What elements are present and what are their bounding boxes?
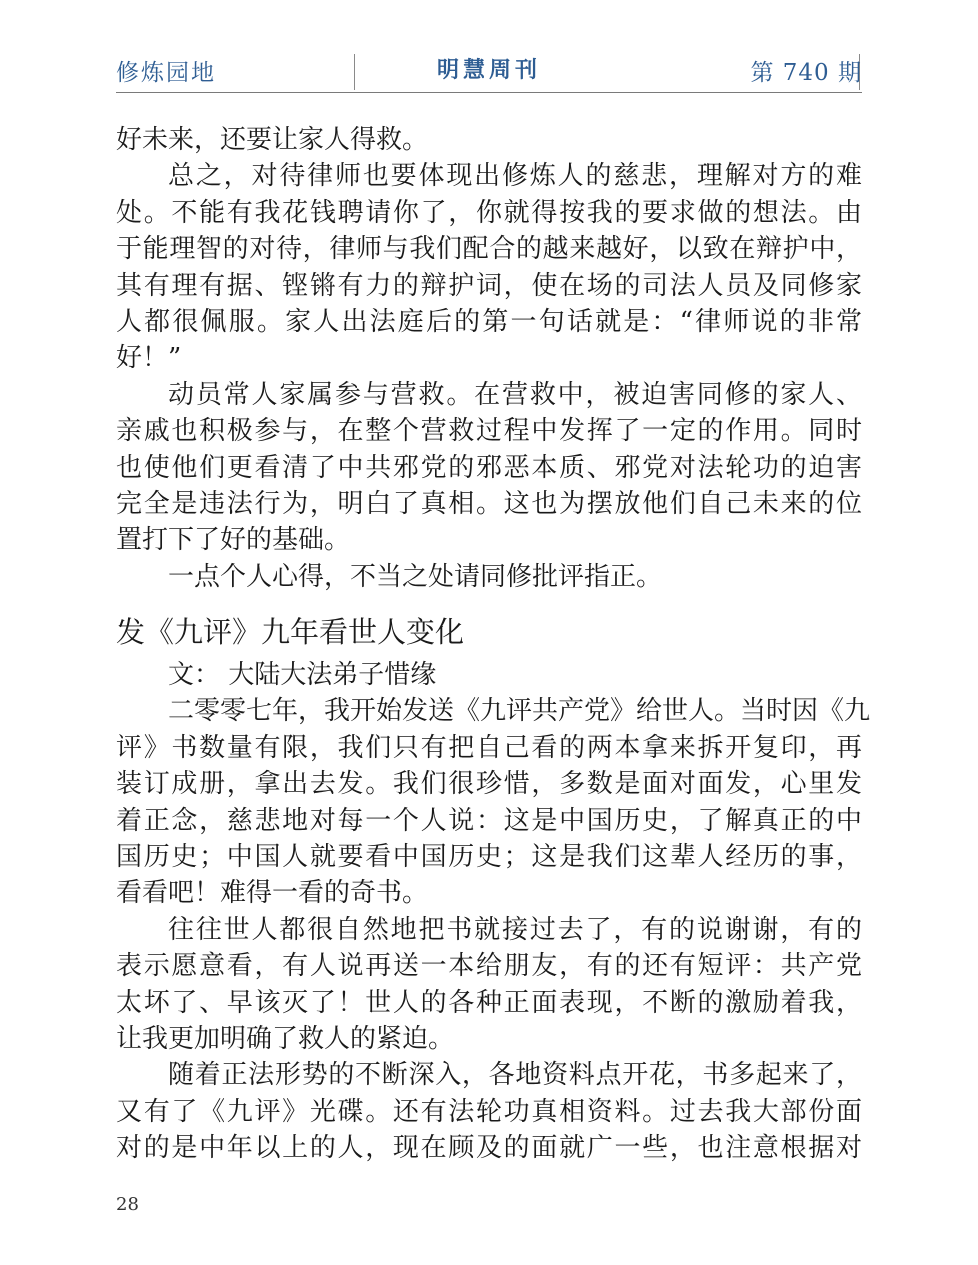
text-line: 国历史；中国人就要看中国历史；这是我们这辈人经历的事，: [116, 842, 862, 873]
publication-name: 明慧周刊: [436, 57, 541, 83]
author-line: 文： 大陆大法弟子惜缘: [168, 660, 437, 691]
text-line: 一点个人心得，不当之处请同修批评指正。: [168, 561, 663, 592]
text-line: 其有理有据、铿锵有力的辩护词，使在场的司法人员及同修家: [116, 270, 862, 301]
text-line: 看看吧！难得一看的奇书。: [116, 878, 429, 909]
text-line: 动员常人家属参与营救。在营救中，被迫害同修的家人、: [168, 379, 862, 410]
text-line: 总之，对待律师也要体现出修炼人的慈悲，理解对方的难: [168, 161, 862, 192]
page-body: [116, 122, 871, 1167]
text-line: 好！”: [116, 343, 182, 374]
article-title: 发《九评》九年看世人变化: [116, 615, 465, 650]
page-number: 28: [116, 1194, 139, 1215]
text-line: 也使他们更看清了中共邪党的邪恶本质、邪党对法轮功的迫害: [116, 452, 862, 483]
text-line: 亲戚也积极参与，在整个营救过程中发挥了一定的作用。同时: [116, 416, 862, 447]
text-line: 于能理智的对待，律师与我们配合的越来越好，以致在辩护中，: [116, 234, 862, 265]
text-line: 置打下了好的基础。: [116, 525, 351, 556]
text-line: 随着正法形势的不断深入，各地资料点开花，书多起来了，: [168, 1060, 862, 1091]
text-line: 人都很佩服。家人出法庭后的第一句话就是：“律师说的非常: [116, 306, 862, 337]
text-line: 往往世人都很自然地把书就接过去了，有的说谢谢，有的: [168, 914, 862, 945]
text-line: 又有了《九评》光碟。还有法轮功真相资料。过去我大部份面: [116, 1096, 862, 1127]
section-name: 修炼园地: [116, 60, 216, 86]
text-line: 处。不能有我花钱聘请你了，你就得按我的要求做的想法。由: [116, 197, 862, 228]
text-line: 装订成册，拿出去发。我们很珍惜，多数是面对面发，心里发: [116, 769, 862, 800]
text-line: 评》书数量有限，我们只有把自己看的两本拿来拆开复印，再: [116, 732, 862, 763]
text-line: 好未来，还要让家人得救。: [116, 125, 429, 155]
issue-number: 第 740 期: [750, 60, 862, 86]
text-line: 太坏了、早该灭了！世人的各种正面表现，不断的激励着我，: [116, 987, 862, 1018]
text-line: 让我更加明确了救人的紧迫。: [116, 1023, 455, 1054]
text-line: 对的是中年以上的人，现在顾及的面就广一些，也注意根据对: [116, 1133, 862, 1164]
page-header: [116, 50, 862, 93]
text-line: 二零零七年，我开始发送《九评共产党》给世人。当时因《九: [168, 696, 871, 727]
text-line: 完全是违法行为，明白了真相。这也为摆放他们自己未来的位: [116, 488, 862, 519]
text-line: 表示愿意看，有人说再送一本给朋友，有的还有短评：共产党: [116, 951, 862, 982]
text-line: 着正念，慈悲地对每一个人说：这是中国历史，了解真正的中: [116, 805, 862, 836]
